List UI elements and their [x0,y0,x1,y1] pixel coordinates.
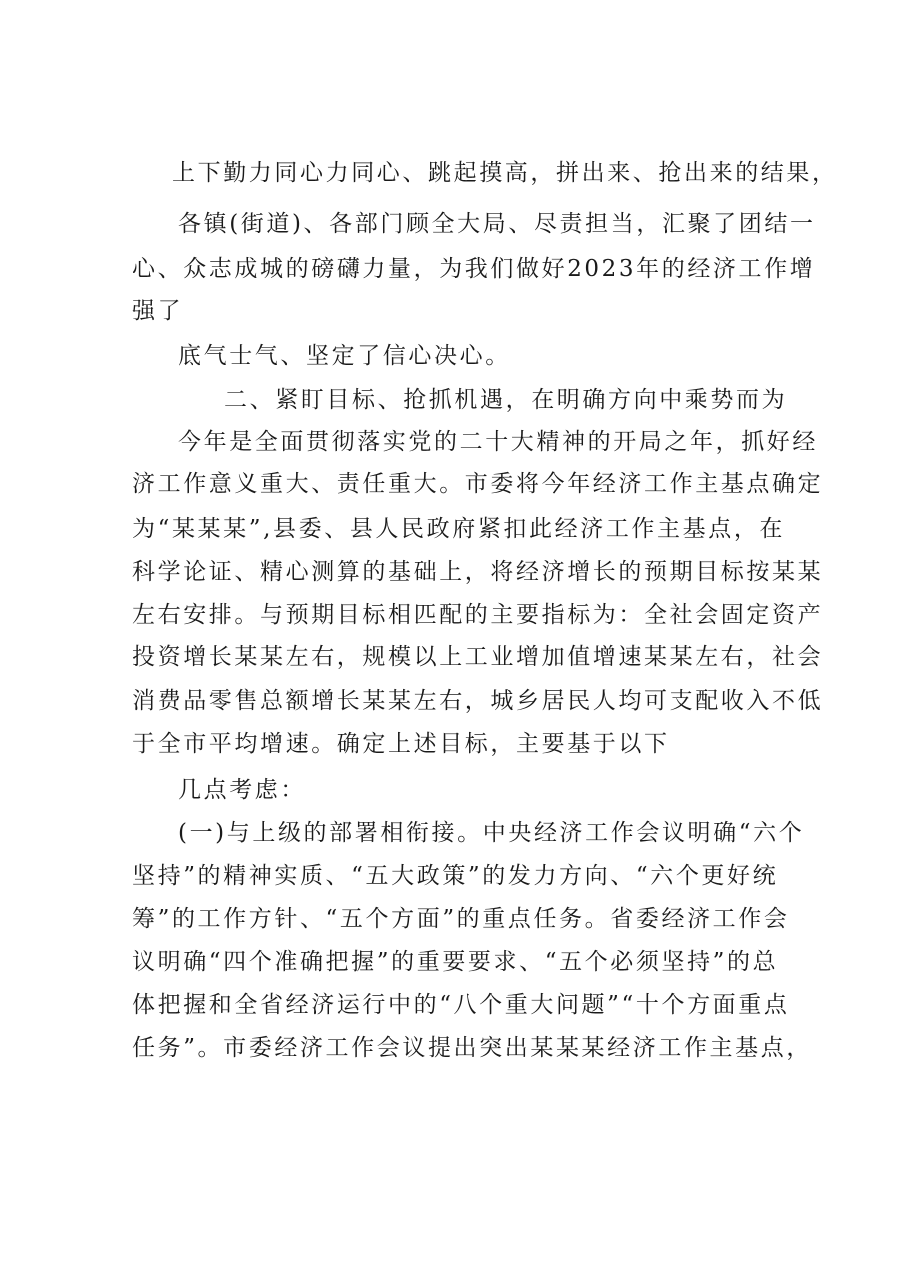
text-line: 筹”的工作方针、“五个方面”的重点任务。省委经济工作会 [132,906,790,932]
text-line: 济工作意义重大、责任重大。市委将今年经济工作主基点确定 [132,471,824,497]
text-line: 底气士气、坚定了信心决心。 [178,343,511,369]
text-line: 今年是全面贯彻落实党的二十大精神的开局之年，抓好经 [178,429,818,455]
text-line: 议明确“四个准确把握”的重要要求、“五个必须坚持”的总 [132,949,779,975]
text-line: 坚持”的精神实质、“五大政策”的发力方向、“六个更好统 [132,863,779,889]
text-line: (一)与上级的部署相衔接。中央经济工作会议明确“六个 [178,820,805,846]
section-heading: 二、紧盯目标、抢抓机遇，在明确方向中乘势而为 [224,387,788,413]
text-line: 心、众志成城的磅礴力量，为我们做好2023年的经济工作增 [132,256,816,282]
text-line: 左右安排。与预期目标相匹配的主要指标为：全社会固定资产 [132,602,824,628]
text-line: 几点考虑： [178,777,306,803]
text-line: 体把握和全省经济运行中的“八个重大问题”“十个方面重点 [132,992,790,1018]
text-line: 为“某某某”,县委、县人民政府紧扣此经济工作主基点，在 [132,516,786,542]
text-line: 于全市平均增速。确定上述目标，主要基于以下 [132,731,670,757]
text-line: 各镇(街道)、各部门顾全大局、尽责担当，汇聚了团结一 [178,211,816,237]
text-line: 消费品零售总额增长某某左右，城乡居民人均可支配收入不低 [132,688,824,714]
text-line: 任务”。市委经济工作会议提出突出某某某经济工作主基点， [132,1035,812,1061]
text-line: 科学论证、精心测算的基础上，将经济增长的预期目标按某某 [132,559,824,585]
text-line: 强了 [132,298,184,324]
text-line: 上下勤力同心力同心、跳起摸高，拼出来、抢出来的结果， [172,160,838,186]
text-line: 投资增长某某左右，规模以上工业增加值增速某某左右，社会 [132,644,824,670]
